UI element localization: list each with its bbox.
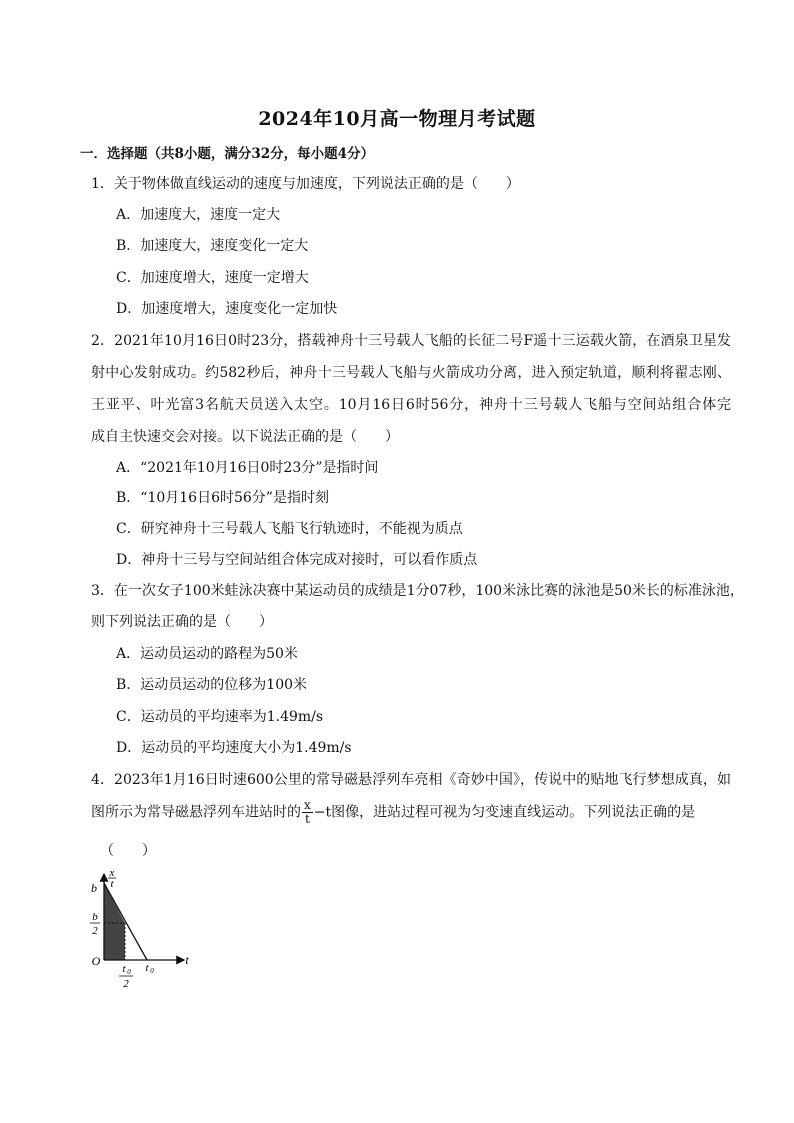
question-3-stem-line-1: 3．在一次女子100米蛙泳决赛中某运动员的成绩是1分07秒，100米泳比赛的泳池是50米长的标准泳池，	[91, 583, 744, 599]
section-heading: 一．选择题（共8小题，满分32分，每小题4分）	[80, 146, 375, 162]
y-axis-label-denominator: t	[110, 878, 114, 890]
question-3-option-b: B．运动员运动的位移为100米	[116, 677, 308, 693]
question-4-minus-t: −t	[313, 804, 332, 821]
question-1-option-d: D．加速度增大，速度变化一定加快	[116, 301, 338, 317]
question-1-stem: 1．关于物体做直线运动的速度与加速度，下列说法正确的是（ ）	[91, 176, 520, 192]
t0-half-subscript: 0	[127, 968, 131, 976]
question-3-option-a: A．运动员运动的路程为50米	[116, 646, 298, 662]
page-title: 2024年10月高一物理月考试题	[258, 108, 536, 130]
fraction-denominator: t	[304, 812, 310, 826]
question-2-option-a: A．“2021年10月16日0时23分”是指时间	[116, 460, 379, 476]
b-half-denominator: 2	[92, 925, 98, 937]
question-4-stem-line-1: 4．2023年1月16日时速600公里的常导磁悬浮列车亮相《奇妙中国》，传说中的贴地飞行梦想成真，如	[91, 772, 731, 788]
question-1-option-c: C．加速度增大，速度一定增大	[116, 270, 309, 286]
question-2-stem-line-2: 射中心发射成功。约582秒后，神舟十三号载人飞船与火箭成功分离，进入预定轨道，顺利将翟志刚、	[91, 365, 731, 381]
question-2-option-c: C．研究神舟十三号载人飞船飞行轨迹时，不能视为质点	[116, 521, 463, 537]
t0-subscript: 0	[150, 967, 154, 975]
question-4-stem-line-2	[91, 799, 731, 826]
question-2-option-d: D．神舟十三号与空间站组合体完成对接时，可以看作质点	[116, 552, 478, 568]
t0-half-numerator: t	[122, 963, 126, 975]
question-3-option-d: D．运动员的平均速度大小为1.49m/s	[116, 740, 352, 756]
question-4-text-after-fraction: 图像，进站过程可视为匀变速直线运动。下列说法正确的是	[331, 804, 696, 821]
question-3-option-c: C．运动员的平均速率为1.49m/s	[116, 709, 324, 725]
t0-label: t	[145, 962, 149, 974]
question-1-option-a: A．加速度大，速度一定大	[116, 207, 281, 223]
x-over-t-vs-t-graph	[86, 866, 206, 991]
b-label: b	[91, 881, 97, 895]
question-2-stem-line-4: 成自主快速交会对接。以下说法正确的是（ ）	[91, 429, 399, 445]
shaded-area	[104, 883, 125, 960]
question-4-answer-bracket: （ ）	[100, 843, 156, 859]
origin-label: O	[91, 954, 101, 968]
question-4-text-before-fraction: 图所示为常导磁悬浮列车进站时的	[91, 804, 301, 821]
y-axis-label-numerator: x	[109, 867, 115, 879]
x-over-t-fraction	[302, 799, 313, 826]
question-2-stem-line-1: 2．2021年10月16日0时23分，搭载神舟十三号载人飞船的长征二号F遥十三运载火箭，在酒泉卫星发	[91, 333, 731, 349]
question-3-stem-line-2: 则下列说法正确的是（ ）	[91, 614, 273, 630]
question-1-option-b: B．加速度大，速度变化一定大	[116, 238, 309, 254]
question-2-stem-line-3: 王亚平、叶光富3名航天员送入太空。10月16日6时56分，神舟十三号载人飞船与空间站组合体完	[91, 397, 731, 413]
t0-half-denominator: 2	[123, 978, 129, 990]
fraction-numerator: x	[304, 798, 311, 812]
x-axis-label: t	[185, 953, 189, 967]
question-2-option-b: B．“10月16日6时56分”是指时刻	[116, 490, 329, 506]
b-half-numerator: b	[92, 911, 98, 923]
